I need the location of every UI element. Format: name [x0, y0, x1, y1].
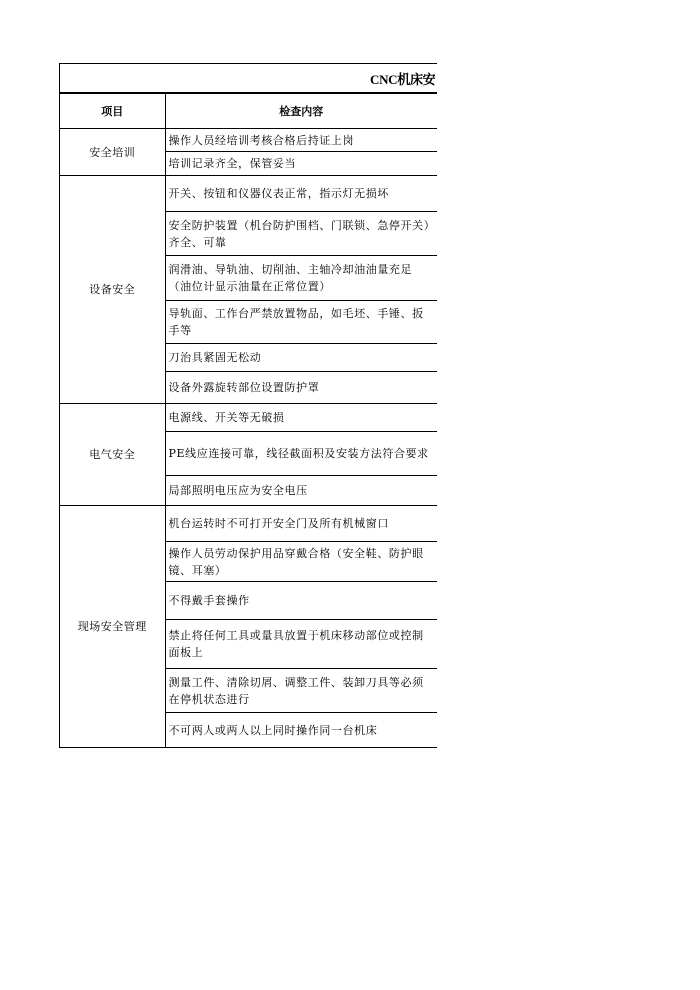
table-row [60, 506, 438, 542]
content-cell: 禁止将任何工具或量具放置于机床移动部位或控制面板上 [165, 620, 437, 669]
inspection-table [59, 93, 437, 748]
content-cell: 导轨面、工作台严禁放置物品，如毛坯、手锤、扳手等 [165, 301, 437, 344]
content-cell: 刀治具紧固无松动 [165, 344, 437, 372]
sheet-title: CNC机床安 [370, 72, 436, 87]
category-cell: 设备安全 [60, 176, 166, 404]
content-cell: 设备外露旋转部位设置防护罩 [165, 372, 437, 404]
content-cell: 电源线、开关等无破损 [165, 404, 437, 432]
inspection-sheet [59, 63, 437, 748]
content-cell: 测量工件、清除切屑、调整工件、装卸刀具等必须在停机状态进行 [165, 669, 437, 713]
header-item: 项目 [60, 94, 166, 129]
content-cell: 不可两人或两人以上同时操作同一台机床 [165, 713, 437, 748]
table-row [60, 176, 438, 212]
content-cell: 操作人员经培训考核合格后持证上岗 [165, 129, 437, 152]
title-row [59, 63, 437, 93]
content-cell: 安全防护装置（机台防护围档、门联锁、急停开关）齐全、可靠 [165, 212, 437, 256]
content-cell: 操作人员劳动保护用品穿戴合格（安全鞋、防护眼镜、耳塞） [165, 542, 437, 582]
category-cell: 现场安全管理 [60, 506, 166, 748]
content-cell: 机台运转时不可打开安全门及所有机械窗口 [165, 506, 437, 542]
table-row [60, 129, 438, 152]
content-cell: 开关、按钮和仪器仪表正常，指示灯无损坏 [165, 176, 437, 212]
content-cell: 培训记录齐全，保管妥当 [165, 152, 437, 176]
category-cell: 安全培训 [60, 129, 166, 176]
content-cell: PE线应连接可靠，线径截面积及安装方法符合要求 [165, 432, 437, 476]
header-content: 检查内容 [165, 94, 437, 129]
category-cell: 电气安全 [60, 404, 166, 506]
header-row [60, 94, 438, 129]
content-cell: 不得戴手套操作 [165, 582, 437, 620]
content-cell: 润滑油、导轨油、切削油、主轴冷却油油量充足（油位计显示油量在正常位置） [165, 256, 437, 301]
content-cell: 局部照明电压应为安全电压 [165, 476, 437, 506]
table-row [60, 404, 438, 432]
